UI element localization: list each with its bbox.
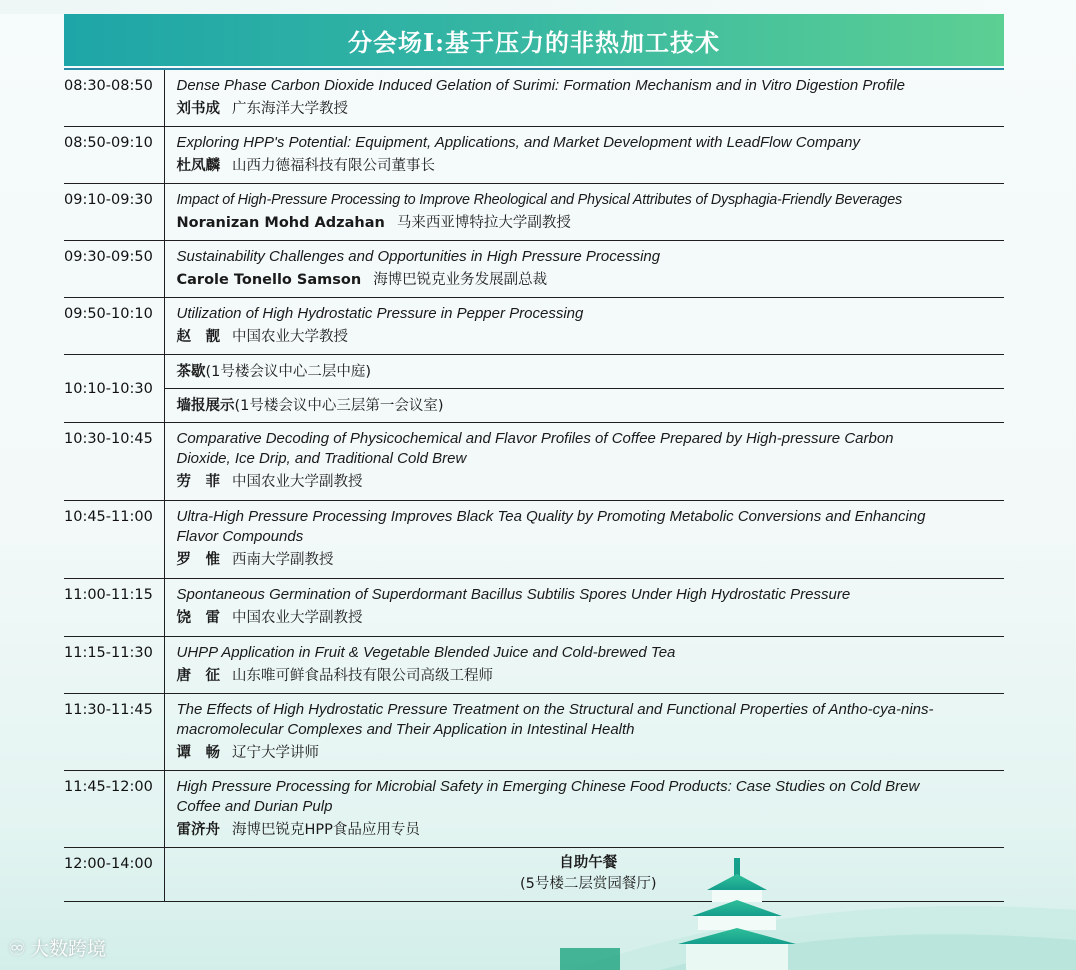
speaker-name: 唐 征 bbox=[176, 668, 220, 684]
poster-location: (1号楼会议中心三层第一会议室) bbox=[234, 398, 444, 414]
speaker-affiliation: 中国农业大学教授 bbox=[232, 329, 348, 345]
speaker-name: Carole Tonello Samson bbox=[176, 272, 362, 288]
tea-break-location: (1号楼会议中心二层中庭) bbox=[205, 364, 372, 380]
talk-cell bbox=[164, 184, 1004, 241]
talk-title: Dense Phase Carbon Dioxide Induced Gelation of Surimi: Formation Mechanism and in Vitro Digestion Profile bbox=[176, 77, 905, 94]
time-cell: 09:10-09:30 bbox=[64, 184, 164, 241]
time-cell: 10:30-10:45 bbox=[64, 423, 164, 501]
time-cell: 09:30-09:50 bbox=[64, 241, 164, 298]
time-cell: 11:30-11:45 bbox=[64, 694, 164, 771]
talk-title: Utilization of High Hydrostatic Pressure in Pepper Processing bbox=[176, 305, 584, 322]
schedule-row bbox=[64, 501, 1004, 579]
speaker-name: Noranizan Mohd Adzahan bbox=[176, 215, 385, 231]
schedule-row bbox=[64, 637, 1004, 694]
speaker-line bbox=[177, 742, 1001, 764]
schedule-row bbox=[64, 70, 1004, 127]
schedule-row bbox=[64, 423, 1004, 501]
speaker-name: 劳 菲 bbox=[176, 474, 220, 490]
poster-label: 墙报展示 bbox=[176, 398, 235, 414]
poster-line bbox=[177, 396, 1001, 416]
speaker-line bbox=[177, 549, 1001, 571]
speaker-affiliation: 马来西亚博特拉大学副教授 bbox=[396, 215, 571, 231]
session-banner bbox=[64, 14, 1004, 66]
tea-break-line bbox=[177, 362, 1001, 382]
time-cell: 11:00-11:15 bbox=[64, 579, 164, 637]
time-cell: 08:30-08:50 bbox=[64, 70, 164, 127]
session-title: 分会场I:基于压力的非热加工技术 bbox=[347, 27, 721, 57]
talk-cell bbox=[164, 637, 1004, 694]
talk-title: Spontaneous Germination of Superdormant Bacillus Subtilis Spores Under High Hydrostatic Pressure bbox=[176, 586, 851, 603]
speaker-line bbox=[177, 607, 1001, 629]
speaker-affiliation: 海博巴锐克HPP食品应用专员 bbox=[232, 822, 420, 838]
speaker-affiliation: 广东海洋大学教授 bbox=[232, 101, 348, 117]
speaker-affiliation: 海博巴锐克业务发展副总裁 bbox=[373, 272, 548, 288]
poster-row bbox=[64, 389, 1004, 423]
time-cell: 08:50-09:10 bbox=[64, 127, 164, 184]
talk-title: Comparative Decoding of Physicochemical and Flavor Profiles of Coffee Prepared by High-pressure Carbon Dioxide, Ice Drip, and Traditional Cold Brew bbox=[176, 430, 894, 467]
talk-cell bbox=[164, 298, 1004, 355]
speaker-name: 刘书成 bbox=[176, 101, 220, 117]
speaker-line bbox=[177, 155, 1001, 177]
speaker-affiliation: 中国农业大学副教授 bbox=[232, 474, 363, 490]
talk-cell bbox=[164, 579, 1004, 637]
speaker-line bbox=[177, 212, 1001, 234]
speaker-affiliation: 山东唯可鲜食品科技有限公司高级工程师 bbox=[232, 668, 493, 684]
time-cell: 10:10-10:30 bbox=[64, 355, 164, 423]
watermark-text: 大数跨境 bbox=[29, 938, 106, 960]
schedule-row bbox=[64, 579, 1004, 637]
speaker-line bbox=[177, 471, 1001, 493]
speaker-name: 谭 畅 bbox=[176, 745, 220, 761]
talk-cell bbox=[164, 241, 1004, 298]
talk-cell bbox=[164, 501, 1004, 579]
speaker-affiliation: 辽宁大学讲师 bbox=[232, 745, 319, 761]
time-cell: 09:50-10:10 bbox=[64, 298, 164, 355]
speaker-name: 赵 靓 bbox=[176, 329, 220, 345]
schedule-row bbox=[64, 241, 1004, 298]
time-cell: 11:15-11:30 bbox=[64, 637, 164, 694]
speaker-name: 饶 雷 bbox=[176, 610, 220, 626]
watermark bbox=[8, 934, 106, 961]
speaker-line bbox=[177, 269, 1001, 291]
top-strip bbox=[0, 0, 1076, 14]
talk-cell bbox=[164, 127, 1004, 184]
tea-break-cell bbox=[164, 355, 1004, 389]
talk-title: Sustainability Challenges and Opportunities in High Pressure Processing bbox=[176, 248, 661, 265]
talk-cell bbox=[164, 423, 1004, 501]
speaker-affiliation: 西南大学副教授 bbox=[232, 552, 334, 568]
speaker-affiliation: 中国农业大学副教授 bbox=[232, 610, 363, 626]
time-cell: 11:45-12:00 bbox=[64, 771, 164, 848]
temple-decoration bbox=[540, 850, 1076, 970]
speaker-name: 罗 惟 bbox=[176, 552, 220, 568]
tea-break-row bbox=[64, 355, 1004, 389]
speaker-affiliation: 山西力德福科技有限公司董事长 bbox=[232, 158, 435, 174]
lunch-label: 自助午餐 bbox=[559, 855, 618, 871]
talk-title: Ultra-High Pressure Processing Improves Black Tea Quality by Promoting Metabolic Conversions and Enhancing Flavor Compounds bbox=[176, 508, 926, 545]
speaker-line bbox=[177, 98, 1001, 120]
speaker-name: 杜凤麟 bbox=[176, 158, 220, 174]
tea-break-label: 茶歇 bbox=[176, 364, 206, 380]
schedule-table bbox=[64, 70, 1004, 902]
speaker-line bbox=[177, 819, 1001, 841]
schedule-row bbox=[64, 184, 1004, 241]
schedule-row bbox=[64, 771, 1004, 848]
poster-cell bbox=[164, 389, 1004, 423]
schedule-row bbox=[64, 694, 1004, 771]
talk-title: Impact of High-Pressure Processing to Improve Rheological and Physical Attributes of Dysphagia-Friendly Beverages bbox=[176, 192, 903, 208]
talk-title: Exploring HPP's Potential: Equipment, Applications, and Market Development with LeadFlow Company bbox=[176, 134, 860, 151]
talk-cell bbox=[164, 694, 1004, 771]
watermark-logo-icon: ♾ bbox=[8, 936, 26, 960]
talk-title: High Pressure Processing for Microbial Safety in Emerging Chinese Food Products: Case Studies on Cold Brew Coffee and Durian Pulp bbox=[176, 778, 920, 815]
lunch-location: (5号楼二层赏园餐厅) bbox=[519, 876, 657, 892]
schedule-row bbox=[64, 127, 1004, 184]
speaker-line bbox=[177, 665, 1001, 687]
talk-title: UHPP Application in Fruit & Vegetable Blended Juice and Cold-brewed Tea bbox=[176, 644, 676, 661]
talk-cell bbox=[164, 771, 1004, 848]
schedule-row bbox=[64, 298, 1004, 355]
speaker-line bbox=[177, 326, 1001, 348]
talk-cell bbox=[164, 70, 1004, 127]
time-cell: 10:45-11:00 bbox=[64, 501, 164, 579]
time-cell: 12:00-14:00 bbox=[64, 848, 164, 902]
talk-title: The Effects of High Hydrostatic Pressure Treatment on the Structural and Functional Properties of Antho-cya-nins-macromolecular Complexes and Their Application in Intestinal Health bbox=[176, 701, 934, 738]
speaker-name: 雷济舟 bbox=[176, 822, 220, 838]
